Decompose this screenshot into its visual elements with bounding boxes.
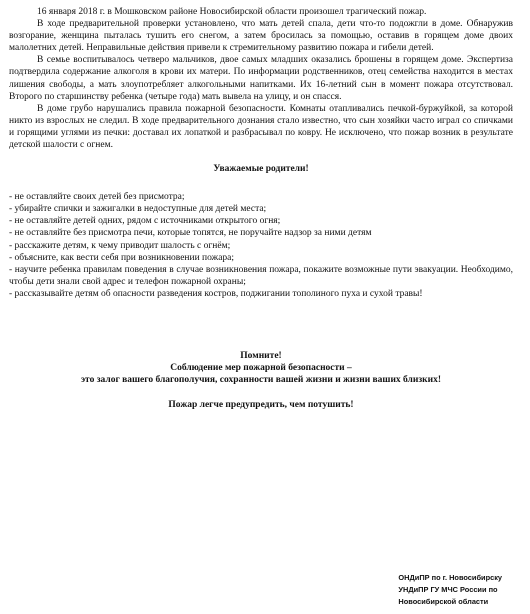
prevent-line: Пожар легче предупредить, чем потушить! [168, 399, 354, 410]
advice-item: - объясните, как вести себя при возникновении пожара; [9, 252, 235, 263]
advice-item: - не оставляйте детей одних, рядом с источниками открытого огня; [9, 216, 281, 227]
paragraph-incident: 16 января 2018 г. в Мошковском районе Новосибирской области произошел трагический пожар. [37, 7, 427, 17]
footer-signature [398, 572, 502, 608]
footer-line: Новосибирской области [398, 597, 489, 606]
paragraph-family: В семье воспитывалось четверо мальчиков, двое самых младших оказались брошены в горящем доме. Экспертиза подтвердила содержание алкоголя в крови их матери. По информации родственников, отец семейства находится в местах лишения свободы, а мать злоупотребляет алкогольными напитками. Их 16-летний сын в момент пожара отсутствовал. Второго по старшинству ребенка (четыре года) мать вывела на улицу, и он спасся. [9, 55, 513, 102]
advice-item: - расскажите детям, к чему приводит шалость с огнём; [9, 240, 231, 251]
advice-item: - убирайте спички и зажигалки в недоступные для детей места; [9, 204, 267, 215]
advice-item: - научите ребенка правилам поведения в случае возникновения пожара, покажите возможные пути эвакуации. Необходимо, чтобы дети знали свой адрес и телефон пожарной охраны; [9, 264, 513, 287]
advice-item: - не оставляйте своих детей без присмотра; [9, 192, 185, 203]
advice-item: - не оставляйте без присмотра печи, которые топятся, не поручайте надзор за ними детям [9, 228, 372, 239]
conclusion-line: это залог вашего благополучия, сохранности вашей жизни и жизни ваших близких! [80, 374, 442, 385]
footer-line: УНДиПР ГУ МЧС России по [398, 585, 498, 594]
conclusion-line: Соблюдение мер пожарной безопасности – [170, 362, 352, 373]
advice-item: - рассказывайте детям об опасности разведения костров, поджигании тополиного пуха и сухой травы! [9, 288, 423, 299]
paragraph-investigation: В ходе предварительной проверки установлено, что мать детей спала, дети что-то подожгли в доме. Обнаружив возгорание, женщина пыталась тушить его снегом, а затем бросилась за помощью, оставив в горящем доме двоих малолетних детей. Неправильные действия привели к стремительному развитию пожара и гибели детей. [9, 19, 513, 54]
footer-line: ОНДиПР по г. Новосибирску [398, 573, 502, 582]
remember-heading: Помните! [240, 350, 282, 361]
paragraph-violations: В доме грубо нарушались правила пожарной безопасности. Комнаты отапливались печкой-буржуйкой, за которой никто из взрослых не следил. В ходе предварительного дознания стало известно, что сын хозяйки часто играл со спичками и горящими углями из печки: доставал их лопаткой и разбрасывал по ковру. Не исключено, что пожар возник в результате детской шалости с огнем. [9, 103, 513, 151]
advice-list [9, 191, 513, 300]
parents-heading: Уважаемые родители! [213, 164, 309, 175]
